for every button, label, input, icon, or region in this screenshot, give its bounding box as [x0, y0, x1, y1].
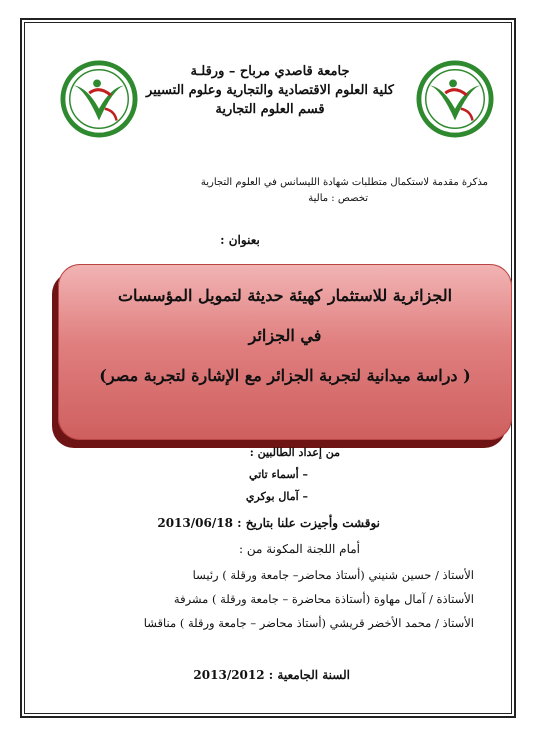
university-logo-left — [60, 60, 138, 138]
students-label: من إعداد الطالبين : — [249, 446, 340, 459]
committee-member-2: الأستاذة / آمال مهاوة (أستاذة محاضرة – جامعة ورقلة ) مشرفة — [173, 592, 474, 606]
student-name-1: – أسماء تاتي — [249, 468, 308, 481]
memo-specialty: تخصص : مالية — [308, 193, 368, 204]
student-name-2: – آمال بوكري — [245, 490, 308, 503]
title-line-3: ( دراسة ميدانية لتجربة الجزائر مع الإشارة لتجربة مصر) — [99, 366, 471, 385]
faculty-name: كلية العلوم الاقتصادية والتجارية وعلوم التسيير — [146, 83, 394, 98]
defense-date: نوقشت وأجيزت علنا بتاريخ : 2013/06/18 — [157, 516, 380, 530]
institution-header — [130, 62, 410, 119]
title-line-1: الجزائرية للاستثمار كهيئة حديثة لتمويل المؤسسات — [117, 286, 453, 305]
committee-member-1: الأستاذ / حسين شنيني (أستاذ محاضر– جامعة ورقلة ) رئيسا — [192, 568, 474, 582]
memo-description — [48, 175, 488, 207]
committee-label: أمام اللجنة المكونة من : — [238, 542, 360, 556]
academic-year: السنة الجامعية : 2013/2012 — [193, 668, 350, 682]
university-logo-right — [416, 60, 494, 138]
title-banner — [58, 264, 512, 440]
university-name: جامعة قاصدي مرباح – ورقلـة — [190, 64, 350, 79]
memo-purpose: مذكرة مقدمة لاستكمال متطلبات شهادة الليسانس في العلوم التجارية — [200, 177, 488, 188]
title-label: بعنوان : — [220, 233, 260, 247]
committee-member-3: الأستاذ / محمد الأخضر قريشي (أستاذ محاضر – جامعة ورقلة ) مناقشا — [143, 616, 474, 630]
department-name: قسم العلوم التجارية — [215, 102, 325, 117]
title-line-2: في الجزائر — [248, 326, 322, 345]
